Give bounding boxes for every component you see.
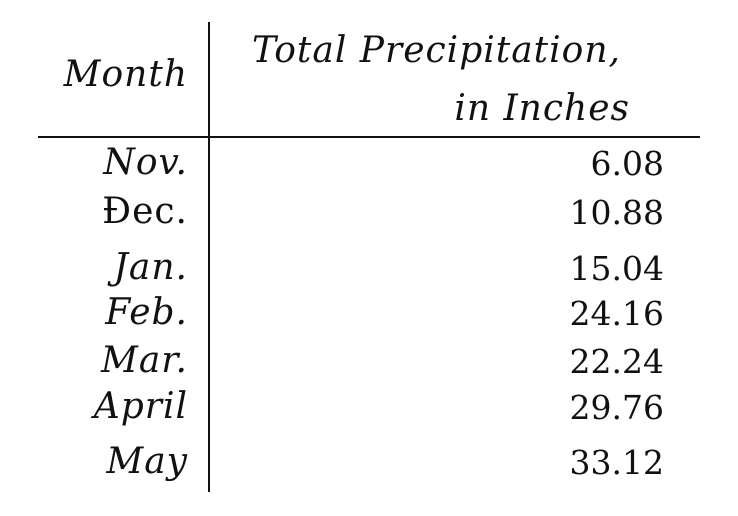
table-row xyxy=(0,292,738,340)
month-cell: Nov. xyxy=(103,142,188,183)
precipitation-cell: 33.12 xyxy=(569,443,664,482)
precipitation-cell: 6.08 xyxy=(590,144,664,183)
precipitation-cell: 22.24 xyxy=(569,342,664,381)
precipitation-cell: 15.04 xyxy=(569,249,664,288)
month-cell: May xyxy=(106,441,188,482)
precipitation-cell: 10.88 xyxy=(569,193,664,232)
precipitation-cell: 24.16 xyxy=(569,294,664,333)
month-cell: Jan. xyxy=(113,247,188,288)
header-divider xyxy=(38,136,700,138)
header-precipitation-line1: Total Precipitation, xyxy=(252,30,621,71)
month-cell: April xyxy=(93,386,188,427)
table-row xyxy=(0,142,738,190)
header-month: Month xyxy=(63,54,188,95)
table-row xyxy=(0,247,738,295)
table-row xyxy=(0,441,738,489)
table-row xyxy=(0,340,738,388)
table-row xyxy=(0,191,738,239)
month-cell: Feb. xyxy=(105,292,188,333)
header-precipitation-line2: in Inches xyxy=(454,88,630,129)
table-row xyxy=(0,386,738,434)
month-cell: Mar. xyxy=(100,340,188,381)
precipitation-cell: 29.76 xyxy=(569,388,664,427)
month-cell: Đec. xyxy=(102,191,188,232)
